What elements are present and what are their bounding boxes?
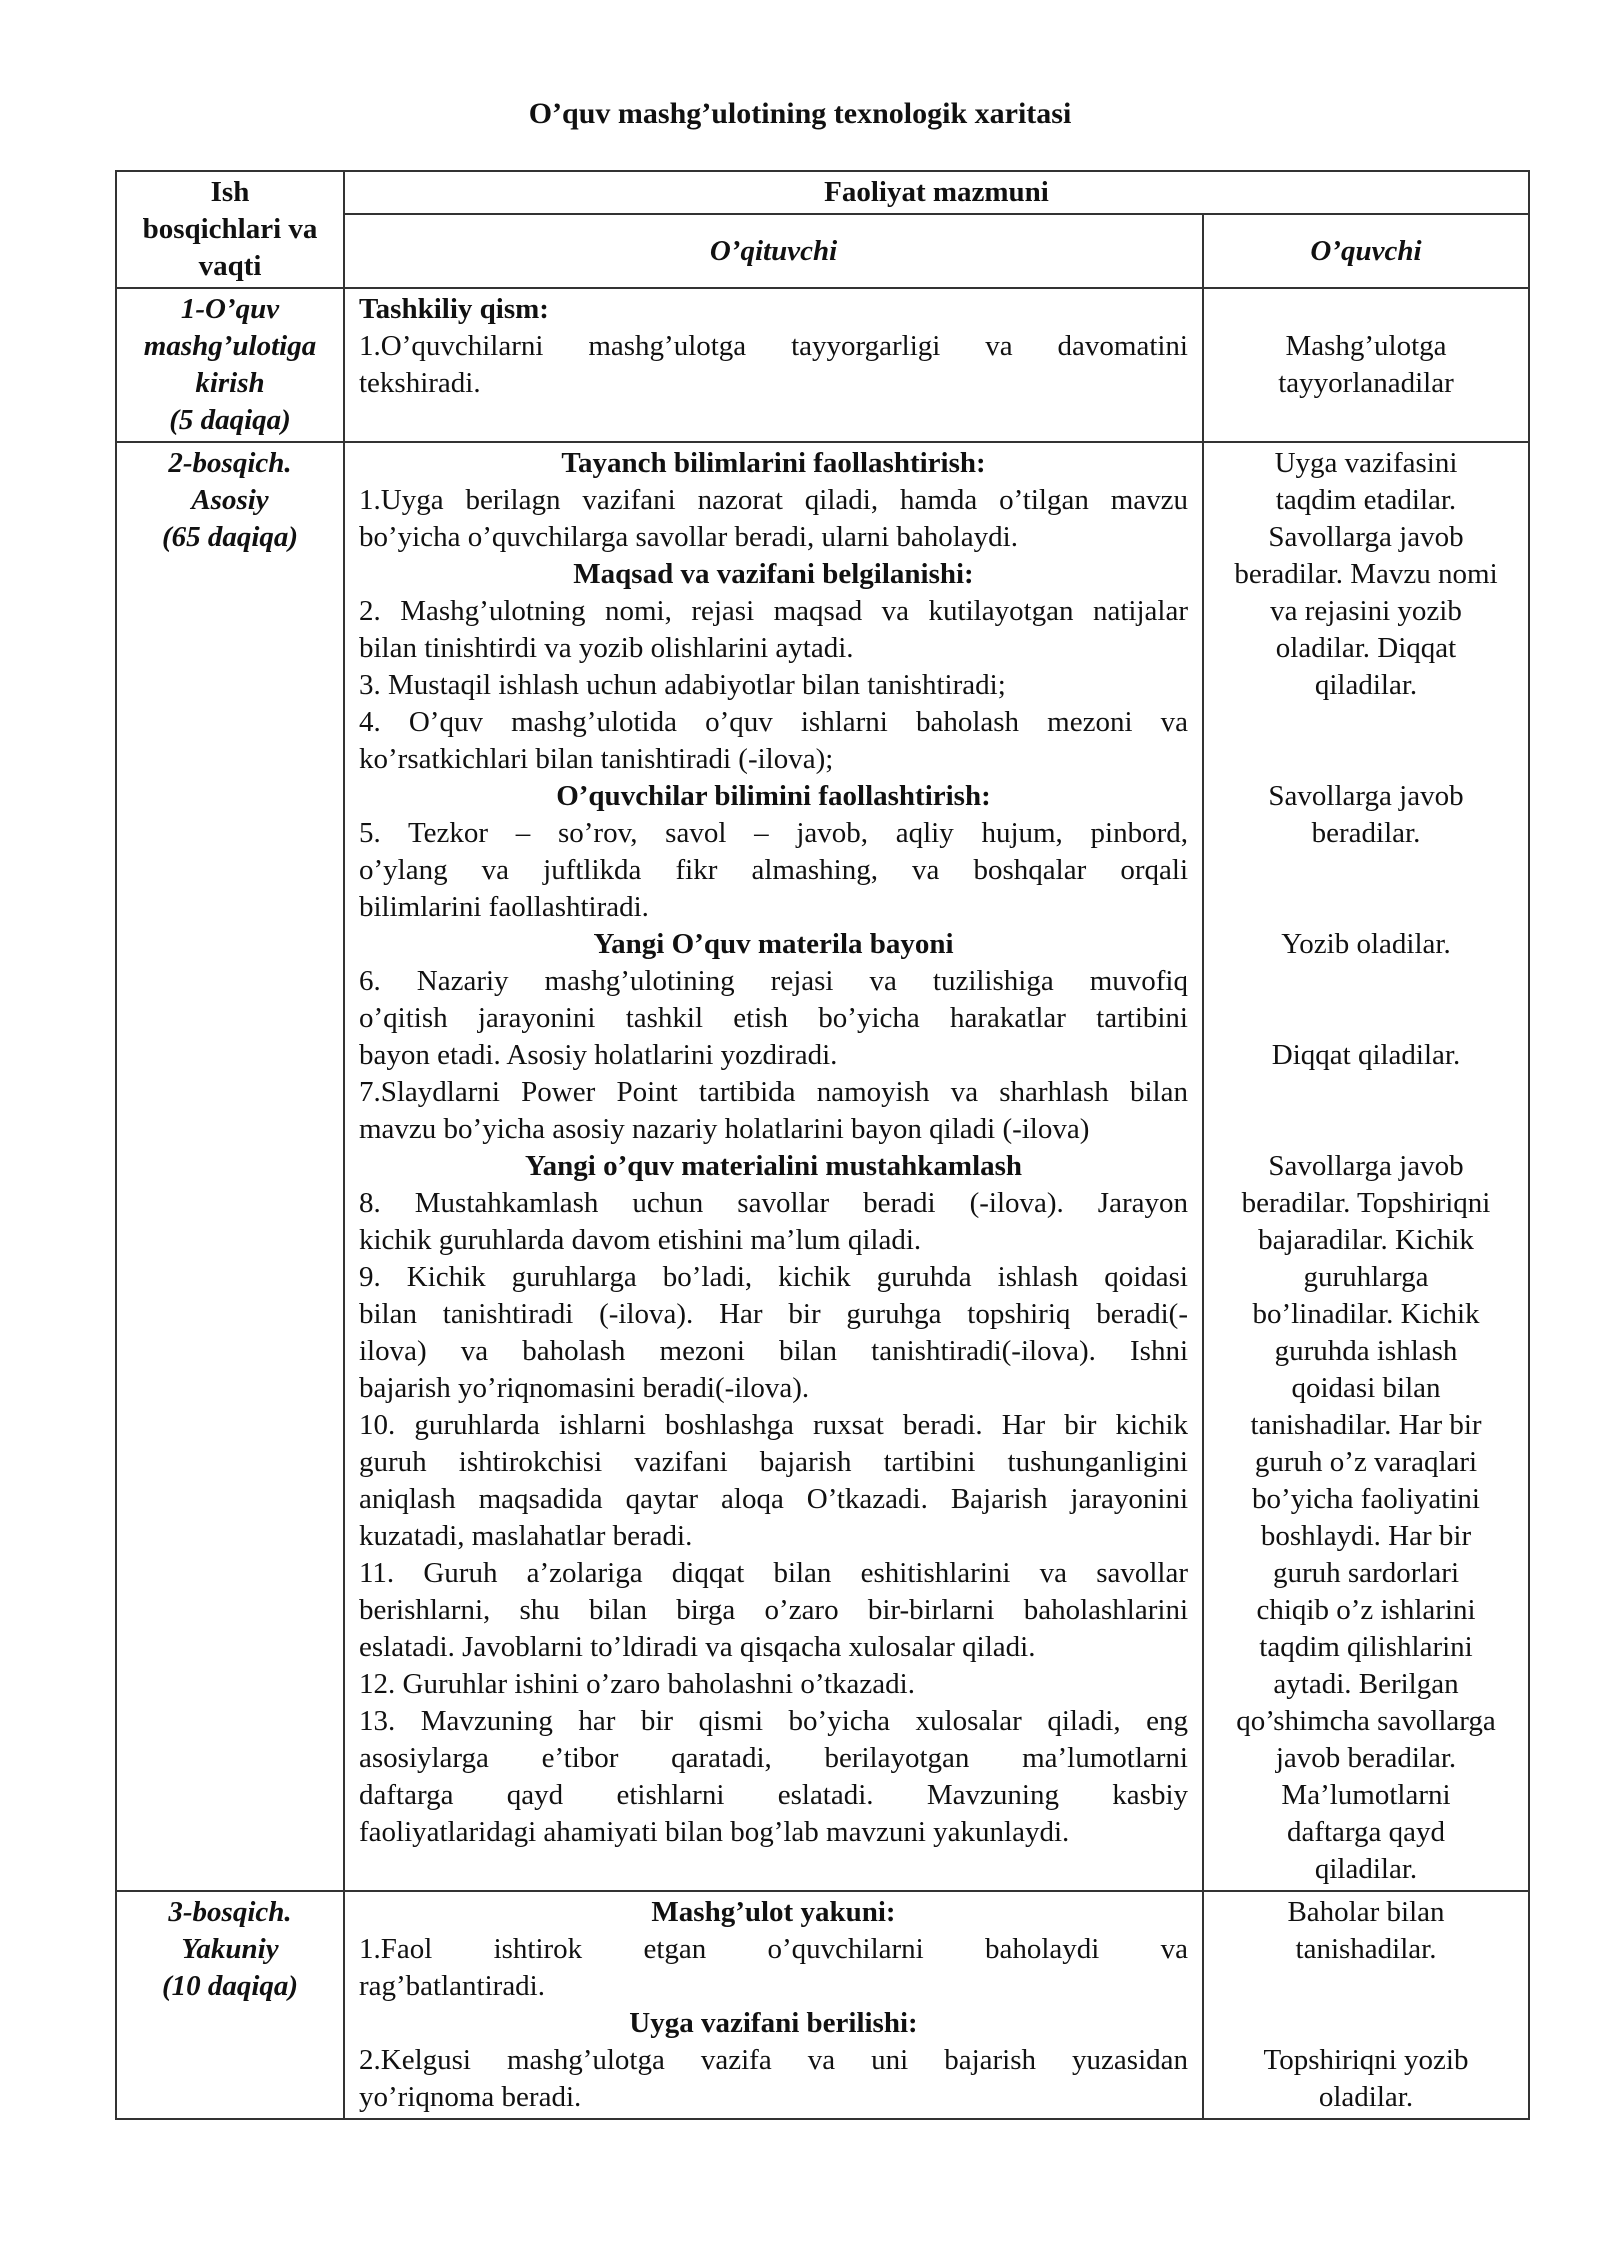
text-line: daftarga qayd etishlarni eslatadi. Mavzuning kasbiy	[359, 1779, 1188, 1811]
text-line: asosiylarga e’tibor qaratadi, berilayotgan ma’lumotlarni	[359, 1742, 1188, 1774]
student-line: Mashg’ulotga	[1285, 330, 1447, 362]
text-line: bilan tinishtirdi va yozib olishlarini aytadi.	[359, 632, 854, 664]
text-line: 9. Kichik guruhlarga bo’ladi, kichik guruhda ishlash qoidasi	[359, 1261, 1188, 1293]
text-line: ko’rsatkichlari bilan tanishtiradi (-ilova);	[359, 743, 834, 775]
stage3-student	[1203, 1891, 1529, 2119]
text-line: yo’riqnoma beradi.	[359, 2081, 582, 2113]
text-line: faoliyatlaridagi ahamiyati bilan bog’lab mavzuni yakunlaydi.	[359, 1816, 1070, 1848]
stage1-student	[1203, 288, 1529, 442]
text-line: rag’batlantiradi.	[359, 1970, 545, 2002]
section-heading: Maqsad va vazifani belgilanishi:	[573, 558, 974, 590]
text-line: 7.Slaydlarni Power Point tartibida namoyish va sharhlash bilan	[359, 1076, 1188, 1108]
stage-line: 3-bosqich.	[168, 1896, 292, 1928]
student-line: taqdim etadilar.	[1275, 484, 1457, 516]
teacher-header: O’qituvchi	[344, 214, 1203, 288]
text-line: 2.Kelgusi mashg’ulotga vazifa va uni bajarish yuzasidan	[359, 2044, 1188, 2076]
text-line: guruh ishtirokchisi vazifani bajarish tartibini tushunganligini	[359, 1446, 1188, 1478]
section-heading: Yangi o’quv materialini mustahkamlash	[524, 1150, 1023, 1182]
student-line: aytadi. Berilgan	[1273, 1668, 1459, 1700]
header-line: Ish	[210, 176, 250, 208]
student-line: daftarga qayd	[1286, 1816, 1446, 1848]
text-line: 11. Guruh a’zolariga diqqat bilan eshitishlarini va savollar	[359, 1557, 1188, 1589]
text-line: bayon etadi. Asosiy holatlarini yozdiradi.	[359, 1039, 838, 1071]
section-heading: Tayanch bilimlarini faollashtirish:	[561, 447, 986, 479]
text-line: 1.Faol ishtirok etgan o’quvchilarni baholaydi va	[359, 1933, 1188, 1965]
text-line: 3. Mustaqil ishlash uchun adabiyotlar bilan tanishtiradi;	[359, 669, 1006, 701]
student-line: guruhlarga	[1303, 1261, 1429, 1293]
text-line: 5. Tezkor – so’rov, savol – javob, aqliy hujum, pinbord,	[359, 817, 1188, 849]
student-line: Savollarga javob	[1268, 1150, 1464, 1182]
student-line: va rejasini yozib	[1270, 595, 1462, 627]
text-line: eslatadi. Javoblarni to’ldiradi va qisqacha xulosalar qiladi.	[359, 1631, 1036, 1663]
stage-line: (5 daqiqa)	[169, 404, 291, 436]
stage-line: kirish	[195, 367, 265, 399]
student-line: Savollarga javob	[1268, 521, 1464, 553]
student-header: O’quvchi	[1203, 214, 1529, 288]
stage-column-header	[116, 171, 344, 288]
header-line: bosqichlari va	[142, 213, 318, 245]
student-line: tanishadilar.	[1295, 1933, 1437, 1965]
stage3-teacher	[344, 1891, 1203, 2119]
student-line: guruhda ishlash	[1274, 1335, 1458, 1367]
text-line: bo’yicha o’quvchilarga savollar beradi, ularni baholaydi.	[359, 521, 1018, 553]
text-line: 10. guruhlarda ishlarni boshlashga ruxsat beradi. Har bir kichik	[359, 1409, 1188, 1441]
student-line: qiladilar.	[1314, 1853, 1418, 1885]
header-line: vaqti	[198, 250, 262, 282]
section-heading: O’quvchilar bilimini faollashtirish:	[556, 780, 991, 812]
student-line: Diqqat qiladilar.	[1271, 1039, 1461, 1071]
text-line: 4. O’quv mashg’ulotida o’quv ishlarni baholash mezoni va	[359, 706, 1188, 738]
spacer	[1218, 1111, 1514, 1148]
text-line: aniqlash maqsadida qaytar aloqa O’tkazadi. Bajarish jarayonini	[359, 1483, 1188, 1515]
text-line: berishlarni, shu bilan birga o’zaro bir-birlarni baholashlarini	[359, 1594, 1188, 1626]
text-line: kuzatadi, maslahatlar beradi.	[359, 1520, 693, 1552]
stage1-teacher	[344, 288, 1203, 442]
text-line: 13. Mavzuning har bir qismi bo’yicha xulosalar qiladi, eng	[359, 1705, 1188, 1737]
student-line: oladilar.	[1318, 2081, 1414, 2113]
student-line: tanishadilar. Har bir	[1250, 1409, 1482, 1441]
spacer	[1218, 704, 1514, 778]
spacer	[1218, 889, 1514, 926]
student-line: chiqib o’z ishlarini	[1256, 1594, 1476, 1626]
student-line: bo’yicha faoliyatini	[1252, 1483, 1480, 1515]
student-line: Topshiriqni yozib	[1263, 2044, 1469, 2076]
stage2-teacher	[344, 442, 1203, 1891]
student-line: beradilar. Mavzu nomi	[1234, 558, 1498, 590]
text-line: 12. Guruhlar ishini o’zaro baholashni o’tkazadi.	[359, 1668, 915, 1700]
stage2-name	[116, 442, 344, 1891]
spacer	[1218, 1074, 1514, 1111]
stage-line: (10 daqiqa)	[161, 1970, 299, 2002]
stage2-student	[1203, 442, 1529, 1891]
stage1-row	[116, 288, 1529, 442]
stage1-name	[116, 288, 344, 442]
student-line: beradilar. Topshiriqni	[1241, 1187, 1491, 1219]
stage-line: mashg’ulotiga	[143, 330, 317, 362]
spacer	[1218, 1968, 1514, 2042]
student-line: taqdim qilishlarini	[1259, 1631, 1473, 1663]
text-line: tekshiradi.	[359, 367, 481, 399]
text-line: 1.O’quvchilarni mashg’ulotga tayyorgarligi va davomatini	[359, 330, 1188, 362]
spacer	[1218, 852, 1514, 889]
section-heading: Yangi O’quv materila bayoni	[593, 928, 954, 960]
student-line: guruh o’z varaqlari	[1254, 1446, 1478, 1478]
student-line: bo’linadilar. Kichik	[1252, 1298, 1480, 1330]
student-line: oladilar. Diqqat	[1275, 632, 1457, 664]
text-line: kichik guruhlarda davom etishini ma’lum qiladi.	[359, 1224, 922, 1256]
section-heading: Tashkiliy qism:	[359, 293, 549, 325]
section-heading: Uyga vazifani berilishi:	[629, 2007, 918, 2039]
section-heading: Mashg’ulot yakuni:	[651, 1896, 896, 1928]
text-line: bilimlarini faollashtiradi.	[359, 891, 649, 923]
stage-line: Asosiy	[191, 484, 269, 516]
spacer	[1218, 1000, 1514, 1037]
text-line: 1.Uyga berilagn vazifani nazorat qiladi, hamda o’tilgan mavzu	[359, 484, 1188, 516]
student-line: beradilar.	[1311, 817, 1421, 849]
text-line: bilan tanishtiradi (-ilova). Har bir guruhga topshiriq beradi(-	[359, 1298, 1188, 1330]
stage-line: 1-O’quv	[180, 293, 280, 325]
student-line: qiladilar.	[1314, 669, 1418, 701]
text-line: ilova) va baholash mezoni bilan tanishtiradi(-ilova). Ishni	[359, 1335, 1188, 1367]
header-row	[116, 171, 1529, 214]
text-line: o’qitish jarayonini tashkil etish bo’yicha harakatlar tartibini	[359, 1002, 1188, 1034]
spacer	[1218, 963, 1514, 1000]
stage3-row	[116, 1891, 1529, 2119]
page-title: O’quv mashg’ulotining texnologik xaritasi	[528, 97, 1072, 130]
student-line: Uyga vazifasini	[1274, 447, 1458, 479]
stage-line: 2-bosqich.	[168, 447, 292, 479]
student-line: Yozib oladilar.	[1281, 928, 1451, 960]
stage2-row	[116, 442, 1529, 1891]
student-line: guruh sardorlari	[1272, 1557, 1460, 1589]
student-line: qoidasi bilan	[1291, 1372, 1441, 1404]
activity-header: Faoliyat mazmuni	[344, 171, 1529, 214]
text-line: 2. Mashg’ulotning nomi, rejasi maqsad va kutilayotgan natijalar	[359, 595, 1188, 627]
student-line: qo’shimcha savollarga	[1236, 1705, 1496, 1737]
student-line: bajaradilar. Kichik	[1258, 1224, 1474, 1256]
stage-line: Yakuniy	[181, 1933, 279, 1965]
stage-line: (65 daqiqa)	[161, 521, 299, 553]
stage3-name	[116, 1891, 344, 2119]
student-line: Savollarga javob	[1268, 780, 1464, 812]
student-line: tayyorlanadilar	[1278, 367, 1454, 399]
text-line: 8. Mustahkamlash uchun savollar beradi (-ilova). Jarayon	[359, 1187, 1188, 1219]
student-line: Ma’lumotlarni	[1281, 1779, 1451, 1811]
student-line: Baholar bilan	[1287, 1896, 1445, 1928]
text-line: bajarish yo’riqnomasini beradi(-ilova).	[359, 1372, 810, 1404]
text-line: 6. Nazariy mashg’ulotining rejasi va tuzilishiga muvofiq	[359, 965, 1188, 997]
text-line: mavzu bo’yicha asosiy nazariy holatlarini bayon qiladi (-ilova)	[359, 1113, 1090, 1145]
technology-map-table	[115, 170, 1530, 2120]
student-line: boshlaydi. Har bir	[1260, 1520, 1472, 1552]
student-line: javob beradilar.	[1275, 1742, 1457, 1774]
text-line: o’ylang va juftlikda fikr almashing, va boshqalar orqali	[359, 854, 1188, 886]
